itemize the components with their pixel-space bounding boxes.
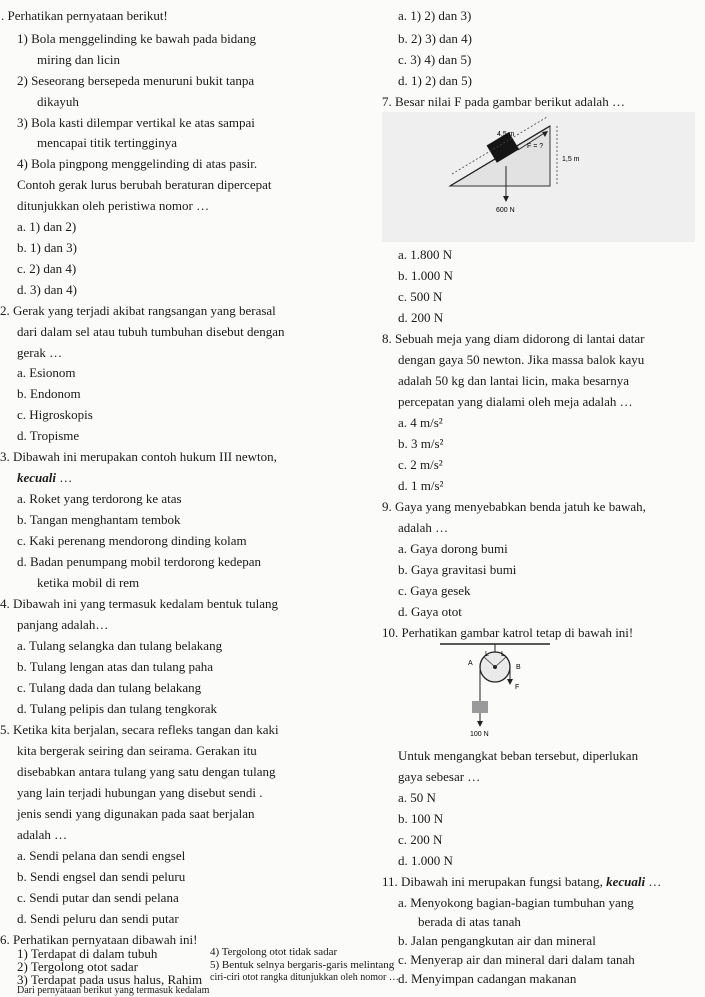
q5-stem-3: disebabkan antara tulang yang satu dengan tulang: [17, 764, 276, 779]
q6-option-b[interactable]: b. 2) 3) dan 4): [398, 31, 473, 46]
q3-stem-1: 3. Dibawah ini merupakan contoh hukum III newton,: [0, 449, 277, 464]
q1-statement-3b: mencapai titik tertingginya: [37, 135, 178, 150]
q11-ellipsis: …: [645, 874, 662, 889]
q8-option-c[interactable]: c. 2 m/s²: [398, 457, 443, 472]
q11-option-d[interactable]: d. Menyimpan cadangan makanan: [398, 971, 577, 986]
q1-statement-1a: 1) Bola menggelinding ke bawah pada bidang: [17, 31, 256, 46]
q8-option-b[interactable]: b. 3 m/s²: [398, 436, 444, 451]
q9-stem-2: adalah …: [398, 520, 449, 535]
q4-option-a[interactable]: a. Tulang selangka dan tulang belakang: [17, 638, 223, 653]
q1-option-c[interactable]: c. 2) dan 4): [17, 261, 77, 276]
q2-stem-3: gerak …: [17, 345, 63, 360]
q7-option-b[interactable]: b. 1.000 N: [398, 268, 453, 283]
q11-option-c[interactable]: c. Menyerap air dan mineral dari dalam tanah: [398, 952, 635, 967]
q6-closing-2: ciri-ciri otot rangka ditunjukkan oleh nomor …: [210, 972, 399, 983]
q10-label-weight: 100 N: [470, 731, 489, 738]
q6-option-c[interactable]: c. 3) 4) dan 5): [398, 52, 472, 67]
q9-stem-1: 9. Gaya yang menyebabkan benda jatuh ke bawah,: [382, 499, 646, 514]
q5-stem-6: adalah …: [17, 827, 68, 842]
q8-stem-2: dengan gaya 50 newton. Jika massa balok kayu: [398, 352, 645, 367]
q10-weight-arrowhead: [477, 721, 483, 727]
q10-option-d[interactable]: d. 1.000 N: [398, 853, 453, 868]
q8-stem-3: adalah 50 kg dan lantai licin, maka besarnya: [398, 373, 630, 388]
q3-option-c[interactable]: c. Kaki perenang mendorong dinding kolam: [17, 533, 247, 548]
q11-stem-text: 11. Dibawah ini merupakan fungsi batang,: [382, 874, 607, 889]
q3-kecuali: kecuali: [17, 470, 56, 485]
q2-stem-1: 2. Gerak yang terjadi akibat rangsangan yang berasal: [0, 303, 276, 318]
q7-force-label: F = ?: [527, 143, 544, 150]
q10-label-b: B: [516, 664, 521, 671]
q3-option-a[interactable]: a. Roket yang terdorong ke atas: [17, 491, 182, 506]
q3-ellipsis: …: [56, 470, 73, 485]
q6-statement-2: 2) Tergolong otot sadar: [17, 959, 139, 974]
q1-stem: . Perhatikan pernyataan berikut!: [1, 8, 168, 23]
q7-stem: 7. Besar nilai F pada gambar berikut adalah …: [382, 94, 625, 109]
q1-statement-3a: 3) Bola kasti dilempar vertikal ke atas sampai: [17, 115, 255, 130]
q10-cont-1: Untuk mengangkat beban tersebut, diperlukan: [398, 748, 639, 763]
q5-option-b[interactable]: b. Sendi engsel dan sendi peluru: [17, 869, 186, 884]
q3-option-b[interactable]: b. Tangan menghantam tembok: [17, 512, 181, 527]
q9-option-c[interactable]: c. Gaya gesek: [398, 583, 471, 598]
q2-option-c[interactable]: c. Higroskopis: [17, 407, 93, 422]
q1-option-b[interactable]: b. 1) dan 3): [17, 240, 77, 255]
q10-option-b[interactable]: b. 100 N: [398, 811, 444, 826]
q5-option-c[interactable]: c. Sendi putar dan sendi pelana: [17, 890, 179, 905]
q7-height-label: 1,5 m: [562, 156, 580, 163]
q1-option-a[interactable]: a. 1) dan 2): [17, 219, 77, 234]
q4-option-b[interactable]: b. Tulang lengan atas dan tulang paha: [17, 659, 214, 674]
q7-option-d[interactable]: d. 200 N: [398, 310, 444, 325]
q6-stem: 6. Perhatikan pernyataan dibawah ini!: [0, 932, 198, 947]
q5-option-d[interactable]: d. Sendi peluru dan sendi putar: [17, 911, 179, 926]
q3-option-d1[interactable]: d. Badan penumpang mobil terdorong kedepan: [17, 554, 262, 569]
q10-load-block: [472, 701, 488, 713]
q1-statement-2a: 2) Seseorang bersepeda menuruni bukit tanpa: [17, 73, 255, 88]
q7-weight-label: 600 N: [496, 207, 515, 214]
q4-option-d[interactable]: d. Tulang pelipis dan tulang tengkorak: [17, 701, 218, 716]
q1-option-d[interactable]: d. 3) dan 4): [17, 282, 77, 297]
q6-option-d[interactable]: d. 1) 2) dan 5): [398, 73, 473, 88]
q6-closing-1: Dari pernyataan berikut yang termasuk kedalam: [17, 985, 210, 996]
q11-kecuali: kecuali: [606, 874, 646, 889]
q10-force-arrowhead: [507, 679, 513, 685]
q6-statement-1: 1) Terdapat di dalam tubuh: [17, 946, 158, 961]
q4-stem-2: panjang adalah…: [17, 617, 109, 632]
q6-statement-3: 3) Terdapat pada usus halus, Rahim: [17, 972, 203, 987]
q8-stem-4: percepatan yang dialami oleh meja adalah …: [398, 394, 633, 409]
q7-option-a[interactable]: a. 1.800 N: [398, 247, 453, 262]
q5-stem-1: 5. Ketika kita berjalan, secara refleks tangan dan kaki: [0, 722, 279, 737]
q6-statement-5: 5) Bentuk selnya bergaris-garis melintang: [210, 959, 395, 971]
q1-conclusion-a: Contoh gerak lurus berubah beraturan dipercepat: [17, 177, 272, 192]
q11-option-a1[interactable]: a. Menyokong bagian-bagian tumbuhan yang: [398, 895, 634, 910]
q9-option-b[interactable]: b. Gaya gravitasi bumi: [398, 562, 517, 577]
q11-stem: [382, 875, 661, 888]
q8-stem-1: 8. Sebuah meja yang diam didorong di lantai datar: [382, 331, 645, 346]
q10-option-c[interactable]: c. 200 N: [398, 832, 443, 847]
q5-stem-5: jenis sendi yang digunakan pada saat berjalan: [17, 806, 255, 821]
q10-pulley-figure: [440, 643, 550, 738]
q5-option-a[interactable]: a. Sendi pelana dan sendi engsel: [17, 848, 186, 863]
q5-stem-2: kita bergerak seiring dan seirama. Gerakan itu: [17, 743, 257, 758]
q10-label-l1: L: [485, 651, 489, 658]
q3-option-d2: ketika mobil di rem: [37, 575, 140, 590]
q7-inclined-plane-figure: [382, 112, 695, 242]
q1-statement-1b: miring dan licin: [37, 52, 121, 67]
q4-stem-1: 4. Dibawah ini yang termasuk kedalam bentuk tulang: [0, 596, 278, 611]
q9-option-a[interactable]: a. Gaya dorong bumi: [398, 541, 508, 556]
q6-statement-4: 4) Tergolong otot tidak sadar: [210, 946, 338, 958]
q2-option-d[interactable]: d. Tropisme: [17, 428, 80, 443]
q8-option-a[interactable]: a. 4 m/s²: [398, 415, 443, 430]
q7-length-label: 4,5 m: [497, 131, 515, 138]
q10-label-a: A: [468, 660, 473, 667]
q9-option-d[interactable]: d. Gaya otot: [398, 604, 462, 619]
q5-stem-4: yang lain terjadi hubungan yang disebut sendi .: [17, 785, 263, 800]
q11-option-b[interactable]: b. Jalan pengangkutan air dan mineral: [398, 933, 596, 948]
q10-label-l2: L: [501, 651, 505, 658]
q2-option-b[interactable]: b. Endonom: [17, 386, 81, 401]
q1-conclusion-b: ditunjukkan oleh peristiwa nomor …: [17, 198, 210, 213]
q2-option-a[interactable]: a. Esionom: [17, 365, 76, 380]
q11-option-a2: berada di atas tanah: [418, 914, 521, 929]
q8-option-d[interactable]: d. 1 m/s²: [398, 478, 444, 493]
q7-option-c[interactable]: c. 500 N: [398, 289, 443, 304]
q1-statement-2b: dikayuh: [37, 94, 79, 109]
q6-option-a[interactable]: a. 1) 2) dan 3): [398, 8, 472, 23]
q2-stem-2: dari dalam sel atau tubuh tumbuhan disebut dengan: [17, 324, 285, 339]
q3-stem-2: [17, 471, 72, 484]
q10-option-a[interactable]: a. 50 N: [398, 790, 436, 805]
q1-statement-4: 4) Bola pingpong menggelinding di atas pasir.: [17, 156, 258, 171]
q10-stem: 10. Perhatikan gambar katrol tetap di bawah ini!: [382, 625, 634, 640]
q10-cont-2: gaya sebesar …: [398, 769, 481, 784]
q4-option-c[interactable]: c. Tulang dada dan tulang belakang: [17, 680, 202, 695]
q10-label-f: F: [515, 684, 520, 691]
